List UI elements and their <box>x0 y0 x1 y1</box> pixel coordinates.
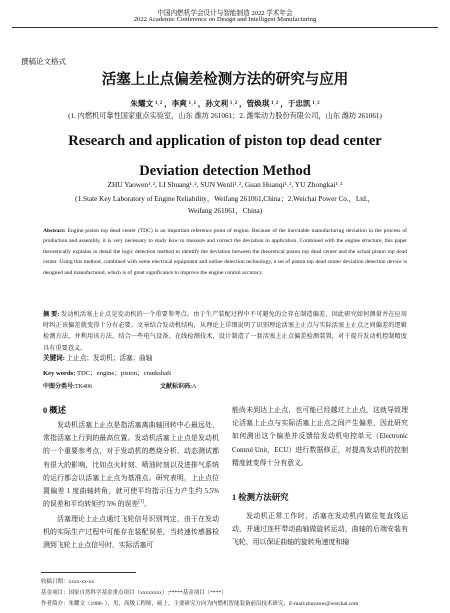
footnote-funding: 基金项目：国家自然科学基金重点项目（xxxxxxxx）;*****基金项目（****） <box>41 590 227 596</box>
affiliation-en-line1: (1.State Key Laboratory of Engine Reliability，Weifang 261061,China；2.Weichai Power Co.，Ltd.， <box>75 195 375 203</box>
section-1-paragraph-1: 发动机正常工作时，活塞在发动机内做往复直线运动，并通过连杆带动曲轴做旋转运动，曲轴的后端安装有飞轮，用以保证曲轴的旋转角速度和输 <box>232 513 408 547</box>
citation-ref: [1] <box>138 499 144 505</box>
keywords-cn-text: 上止点；发动机；活塞；曲轴 <box>66 355 153 362</box>
section-0-paragraph-2: 活塞理论上止点通过飞轮信号识别判定，由于在发动机的实际生产过程中可能存在装配误差，当转速传感器检测到飞轮上止点信号时，实际活塞可 <box>43 516 219 550</box>
affiliation-en-line2: Weifang 261061，China) <box>187 207 263 215</box>
authors-cn: 朱耀文 ¹˒² ，李爽 ¹˒² ，孙文利 ¹˒² ，管焕琪 ¹˒² ，于忠凯 ¹˒² <box>130 99 320 108</box>
keywords-en-text: TDC；engine；piston；crankshaft <box>76 370 172 377</box>
header-rule <box>12 27 438 28</box>
clc-label: 中图分类号: <box>43 384 75 390</box>
section-0-paragraph-1 <box>43 419 219 511</box>
keywords-en <box>43 367 171 377</box>
section-1-heading: 1 检测方法研究 <box>232 493 289 502</box>
abstract-en <box>43 226 407 278</box>
clc-number <box>43 381 92 390</box>
abstract-cn-label: 摘 要: <box>43 311 60 318</box>
section-0-paragraph-1-end: 。 <box>143 501 151 509</box>
section-0-paragraph-3: 能尚未到达上止点，也可能已经越过上止点，这就导致理论活塞上止点与实际活塞上止点之间产生偏差，因此研究如何测出这个偏差并反馈给发动机电控单元（Electronic Control Unit，ECU）进行数据修正，对提高发动机的控制精度就变得十分有意义。 <box>232 407 408 467</box>
document-id <box>160 381 196 390</box>
doc-id-value: A <box>192 384 197 390</box>
paper-style-tag: 撰稿论文格式 <box>21 57 66 66</box>
footnote-rule <box>41 572 136 573</box>
section-0-paragraph-1-text: 发动机活塞上止点是指活塞离曲轴回转中心最远处，常指活塞上行到的最高位置。发动机活塞上止点是发动机的一个重要参考点，对于发动机的燃烧分析、动态测试都有很大的影响，比如点火时刻、喷油时刻以及进排气系统的运行都会以活塞上止点为基准点。研究表明，上止点位置偏差 1 度曲轴转角，就可使平均指示压力产生约 5.5% 的误差和平均转矩约 5% 的误差 <box>43 422 219 509</box>
keywords-en-label: Key words: <box>43 370 76 377</box>
paper-title-en-line2: Deviation detection Method <box>139 163 311 179</box>
paper-title-cn: 活塞上止点偏差检测方法的研究与应用 <box>101 72 349 88</box>
abstract-en-label: Abstract: <box>43 228 66 234</box>
paper-title-en-line1: Research and application of piston top dead center <box>68 133 382 149</box>
running-header-cn: 中国内燃机学会设计与智能制造 2022 学术年会 <box>157 10 293 17</box>
abstract-cn-text: 发动机活塞上止点是发动机的一个重要参考点，由于生产装配过程中不可避免的会存在制造偏差，因此研究如何测量并在应用时纠正该偏差就变得十分有必要。文章结合发动机结构，从理论上详细说明了识别理论活塞上止点与实际活塞上止点之间偏差的逻辑检测方法，并利用该方法，结合一些电气设备、在线检测技术，设计制造了一套活塞上止点偏差检测装置，对于提升发动机控制精度具有重要意义。 <box>43 311 408 352</box>
abstract-en-text: Engine piston top dead center (TDC) is an important reference point of engine. Because of the inevitable manufacturing deviation in the process of production and assembly, it is very necessary to study how to measure and correct the deviation in application. Combined with the engine structure, this paper theoretically explains in detail the logic detection method to identify the deviation between the theoretical piston top dead center and the actual piston top dead center. Using this method, combined with some electrical equipment and online detection technology, a set of piston top dead center deviation detection device is designed and manufactured, which is of great significance to improve the engine control accuracy. <box>43 228 407 276</box>
affiliation-cn: (1. 内燃机可靠性国家重点实验室，山东 潍坊 261061；2. 潍柴动力股份有限公司，山东 潍坊 261061) <box>68 112 382 120</box>
doc-id-label: 文献标识码: <box>160 384 192 390</box>
keywords-cn <box>43 352 152 362</box>
footnote-author: 作者简介：朱耀文（1986- ），男，高级工程师，硕士，主要研究方向为内燃机智能装备前沿技术研究，E-mail:zhuyaow@weichai.com <box>41 601 359 607</box>
footnote-received: 收稿日期：xxxx-xx-xx <box>41 579 95 585</box>
clc-value: TK406 <box>75 384 92 390</box>
authors-en: ZHU Yaowen¹˒², LI Shuang¹˒², SUN Wenli¹˒², Guan Huanqi¹˒², YU Zhongkai¹˒² <box>107 180 343 189</box>
abstract-cn <box>43 309 407 354</box>
keywords-cn-label: 关键词: <box>43 355 65 362</box>
section-0-heading: 0 概述 <box>43 406 67 415</box>
running-header-en: 2022 Academic Conference on Design and Intelligent Manufacturing <box>133 16 317 23</box>
